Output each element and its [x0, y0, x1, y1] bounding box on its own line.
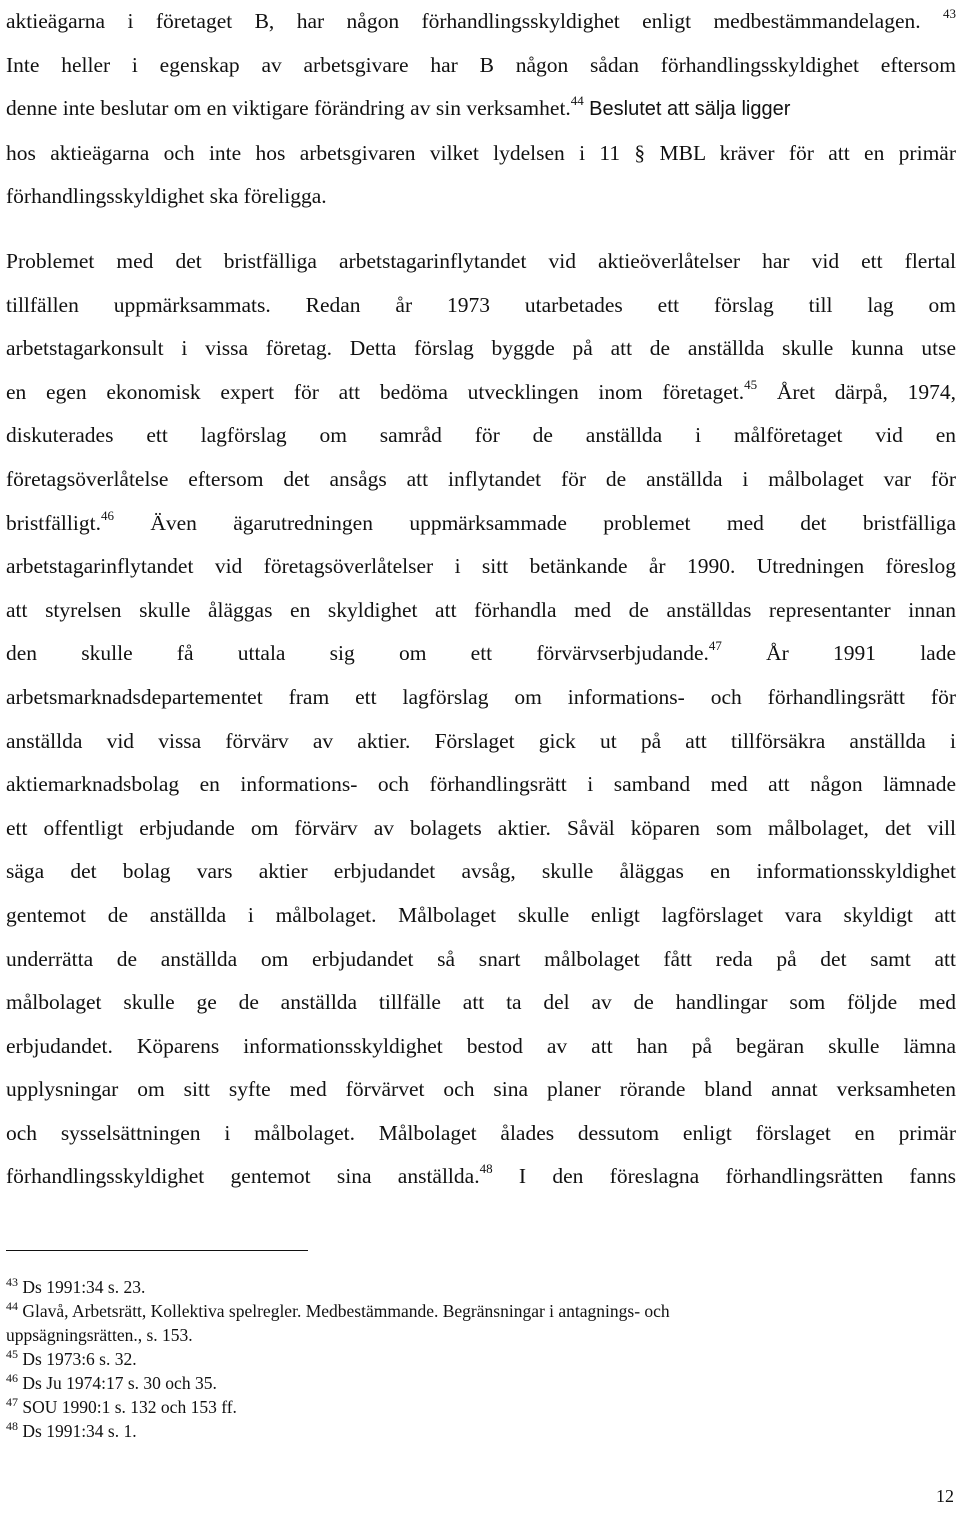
text-line: upplysningar om sitt syfte med förvärvet och sina planer rörande bland annat verksamheten	[6, 1077, 956, 1102]
footnote-continuation	[6, 1323, 956, 1347]
footnote-text: SOU 1990:1 s. 132 och 153 ff.	[22, 1397, 237, 1417]
text-line	[6, 502, 956, 546]
text-line: erbjudandet. Köparens informationsskyldighet bestod av att han på begäran skulle lämna	[6, 1033, 956, 1058]
footnote-text: Glavå, Arbetsrätt, Kollektiva spelregler. Medbestämmande. Begränsningar i antagnings- och	[22, 1301, 670, 1321]
footnote-ref-43[interactable]: 43	[943, 6, 956, 21]
paragraph-1	[6, 0, 956, 219]
text-line: arbetsmarknadsdepartementet fram ett lagförslag om informations- och förhandlingsrätt för	[6, 684, 956, 709]
text-line	[6, 0, 956, 44]
text-run: förhandlingsskyldighet gentemot sina anställda.	[6, 1164, 480, 1189]
text-run: Även ägarutredningen uppmärksammade problemet med det bristfälliga	[150, 510, 956, 535]
footnote-text: uppsägningsrätten., s. 153.	[6, 1325, 193, 1345]
text-run: bristfälligt.	[6, 510, 101, 535]
footnote	[6, 1347, 956, 1371]
text-line: hos aktieägarna och inte hos arbetsgivaren vilket lydelsen i 11 § MBL kräver för att en primär	[6, 140, 956, 165]
footnote-number: 43	[6, 1275, 18, 1289]
footnote	[6, 1395, 956, 1419]
footnote-text: Ds 1973:6 s. 32.	[22, 1349, 137, 1369]
footnote-ref-44[interactable]: 44	[570, 93, 584, 109]
footnote	[6, 1371, 956, 1395]
text-run: den skulle få uttala sig om ett förvärvserbjudande.	[6, 641, 709, 666]
text-line	[6, 1155, 956, 1199]
text-line: aktiemarknadsbolag en informations- och förhandlingsrätt i samband med att någon lämnade	[6, 772, 956, 797]
footnote-text: Ds Ju 1974:17 s. 30 och 35.	[22, 1373, 217, 1393]
footnote-ref-47[interactable]: 47	[708, 638, 722, 654]
text-line: gentemot de anställda i målbolaget. Målbolaget skulle enligt lagförslaget vara skyldigt att	[6, 902, 956, 927]
text-line: och sysselsättningen i målbolaget. Målbolaget ålades dessutom enligt förslaget en primär	[6, 1120, 956, 1145]
text-line: att styrelsen skulle åläggas en skyldighet att förhandla med de anställdas representanter innan	[6, 597, 956, 622]
text-line: ett offentligt erbjudande om förvärv av bolagets aktier. Såväl köparen som målbolaget, det vill	[6, 815, 956, 840]
footnote-divider	[6, 1250, 308, 1251]
text-line: Problemet med det bristfälliga arbetstagarinflytandet vid aktieöverlåtelser har vid ett flertal	[6, 249, 956, 273]
paragraph-2	[6, 240, 956, 1199]
text-run: en egen ekonomisk expert för att bedöma utvecklingen inom företaget.	[6, 379, 745, 404]
footnotes	[6, 1275, 956, 1443]
text-line	[6, 371, 956, 415]
text-run: aktieägarna i företaget B, har någon förhandlingsskyldighet enligt medbestämmandelagen.	[6, 9, 921, 33]
footnote-ref-45[interactable]: 45	[744, 376, 758, 392]
footnote	[6, 1419, 956, 1443]
text-line	[6, 87, 956, 132]
footnote-ref-48[interactable]: 48	[479, 1161, 493, 1177]
footnote-number: 47	[6, 1395, 18, 1409]
text-line: arbetstagarkonsult i vissa företag. Detta förslag byggde på att de anställda skulle kunna utse	[6, 336, 956, 361]
text-line: Inte heller i egenskap av arbetsgivare har B någon sådan förhandlingsskyldighet eftersom	[6, 52, 956, 77]
text-line: målbolaget skulle ge de anställda tillfälle att ta del av de handlingar som följde med	[6, 990, 956, 1015]
footnote-number: 46	[6, 1371, 18, 1385]
footnote-text: Ds 1991:34 s. 23.	[22, 1277, 146, 1297]
text-run: denne inte beslutar om en viktigare förändring av sin verksamhet.	[6, 96, 571, 121]
text-line: arbetstagarinflytandet vid företagsöverlåtelser i sitt betänkande år 1990. Utredningen föreslog	[6, 554, 956, 579]
text-run: I den föreslagna förhandlingsrätten fanns	[518, 1164, 956, 1189]
footnote-ref-46[interactable]: 46	[100, 507, 114, 523]
text-line: diskuterades ett lagförslag om samråd för de anställda i målföretaget vid en	[6, 423, 956, 448]
footnote-text: Ds 1991:34 s. 1.	[22, 1421, 137, 1441]
text-line: företagsöverlåtelse eftersom det ansågs att inflytandet för de anställda i målbolaget var för	[6, 466, 956, 491]
text-line	[6, 632, 956, 676]
footnote	[6, 1299, 956, 1323]
text-run-sans: Beslutet att sälja ligger	[589, 98, 791, 121]
footnote	[6, 1275, 956, 1299]
footnote-number: 48	[6, 1419, 18, 1433]
footnote-number: 44	[6, 1299, 18, 1313]
text-line: anställda vid vissa förvärv av aktier. Förslaget gick ut på att tillförsäkra anställda i	[6, 728, 956, 753]
page-number: 12	[936, 1486, 954, 1506]
footnote-number: 45	[6, 1347, 18, 1361]
text-line: underrätta de anställda om erbjudandet så snart målbolaget fått reda på det samt att	[6, 946, 956, 971]
text-line: tillfällen uppmärksammats. Redan år 1973 utarbetades ett förslag till lag om	[6, 292, 956, 317]
text-run: År 1991 lade	[766, 641, 957, 666]
text-line: säga det bolag vars aktier erbjudandet avsåg, skulle åläggas en informationsskyldighet	[6, 859, 956, 884]
text-run: Året därpå, 1974,	[776, 379, 957, 404]
text-line: förhandlingsskyldighet ska föreligga.	[6, 184, 327, 209]
